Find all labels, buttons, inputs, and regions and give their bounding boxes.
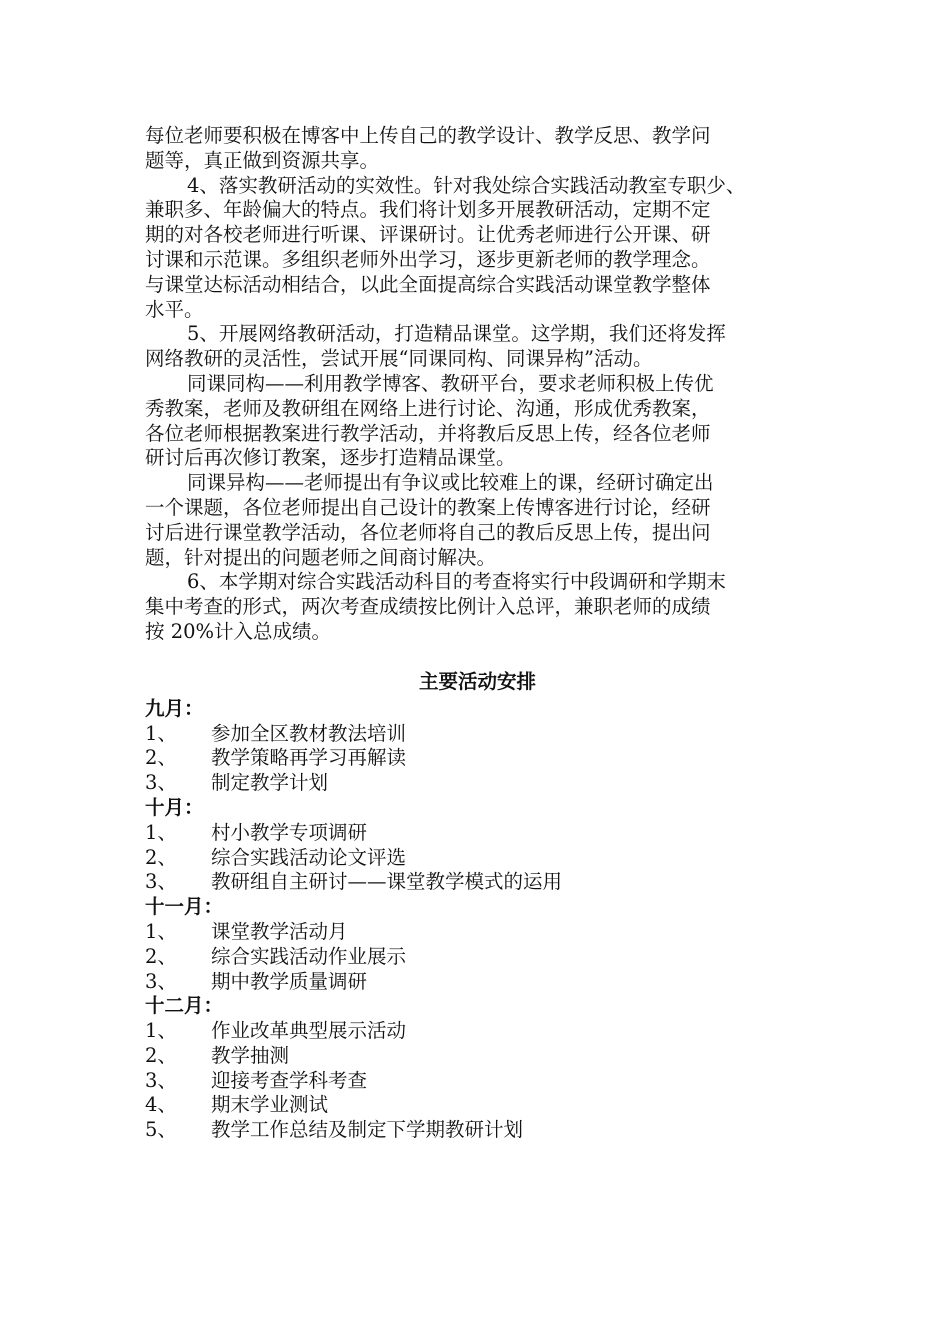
item-text: 教研组自主研讨——课堂教学模式的运用: [211, 870, 563, 894]
schedule-item: [145, 1093, 810, 1118]
item-text: 综合实践活动论文评选: [211, 845, 407, 869]
body-line: 集中考查的形式，两次考查成绩按比例计入总评，兼职老师的成绩: [145, 595, 711, 619]
month-heading: 九月：: [145, 696, 204, 720]
item-text: 课堂教学活动月: [211, 919, 348, 943]
body-line: 同课同构——利用教学博客、教研平台，要求老师积极上传优: [187, 371, 714, 395]
item-text: 参加全区教材教法培训: [211, 721, 407, 745]
item-number: 1、: [145, 919, 177, 943]
body-line: 同课异构——老师提出有争议或比较难上的课，经研讨确定出: [187, 471, 714, 495]
schedule-item: [145, 746, 810, 771]
item-text: 村小教学专项调研: [211, 820, 368, 844]
body-text: [145, 124, 810, 645]
item-number: 3、: [145, 771, 177, 795]
item-text: 教学策略再学习再解读: [211, 746, 407, 770]
body-line: 一个课题，各位老师提出自己设计的教案上传博客进行讨论，经研: [145, 495, 711, 519]
body-line: 题，针对提出的问题老师之间商讨解决。: [145, 545, 497, 569]
item-number: 2、: [145, 944, 177, 968]
item-text: 迎接考查学科考查: [211, 1068, 368, 1092]
schedule-item: [145, 1069, 810, 1094]
body-line: 研讨后再次修订教案，逐步打造精品课堂。: [145, 446, 516, 470]
schedule-title: 主要活动安排: [418, 669, 536, 693]
schedule-item: [145, 970, 810, 995]
body-line: 每位老师要积极在博客中上传自己的教学设计、教学反思、教学问: [145, 124, 711, 147]
schedule-item: [145, 945, 810, 970]
item-number: 3、: [145, 870, 177, 894]
item-number: 2、: [145, 1043, 177, 1067]
body-line: 网络教研的灵活性，尝试开展“同课同构、同课异构”活动。: [145, 347, 653, 371]
schedule-item: [145, 722, 810, 747]
month-heading: 十二月：: [145, 994, 224, 1018]
item-text: 期末学业测试: [211, 1093, 329, 1117]
item-text: 期中教学质量调研: [211, 969, 368, 993]
schedule-item: [145, 846, 810, 871]
schedule-item: [145, 1044, 810, 1069]
schedule-item: [145, 1019, 810, 1044]
item-number: 4、: [145, 1093, 177, 1117]
item-number: 3、: [145, 969, 177, 993]
item-text: 教学抽测: [211, 1043, 290, 1067]
item-number: 1、: [145, 820, 177, 844]
schedule-item: [145, 870, 810, 895]
schedule-item: [145, 771, 810, 796]
body-line: 期的对各校老师进行听课、评课研讨。让优秀老师进行公开课、研: [145, 223, 711, 247]
item-number: 1、: [145, 721, 177, 745]
item-text: 作业改革典型展示活动: [211, 1019, 407, 1043]
body-line: 各位老师根据教案进行教学活动，并将教后反思上传，经各位老师: [145, 421, 711, 445]
item-number: 2、: [145, 845, 177, 869]
body-line: 4、落实教研活动的实效性。针对我处综合实践活动教室专职少、: [187, 173, 746, 197]
body-line: 5、开展网络教研活动，打造精品课堂。这学期，我们还将发挥: [187, 322, 726, 346]
body-line: 题等，真正做到资源共享。: [145, 148, 380, 172]
body-line: 水平。: [145, 297, 204, 321]
body-line: 按 20%计入总成绩。: [145, 619, 332, 643]
item-number: 2、: [145, 746, 177, 770]
item-text: 综合实践活动作业展示: [211, 944, 407, 968]
schedule-item: [145, 821, 810, 846]
body-line: 兼职多、年龄偏大的特点。我们将计划多开展教研活动，定期不定: [145, 198, 711, 222]
item-number: 1、: [145, 1019, 177, 1043]
item-text: 教学工作总结及制定下学期教研计划: [211, 1118, 524, 1142]
item-text: 制定教学计划: [211, 771, 329, 795]
item-number: 5、: [145, 1118, 177, 1142]
activity-schedule: [145, 697, 810, 1143]
document-page: [145, 124, 810, 1143]
body-line: 讨课和示范课。多组织老师外出学习，逐步更新老师的教学理念。: [145, 247, 711, 271]
body-line: 秀教案，老师及教研组在网络上进行讨论、沟通，形成优秀教案，: [145, 396, 711, 420]
month-heading: 十月：: [145, 795, 204, 819]
body-line: 与课堂达标活动相结合，以此全面提高综合实践活动课堂教学整体: [145, 272, 711, 296]
schedule-item: [145, 920, 810, 945]
item-number: 3、: [145, 1068, 177, 1092]
body-line: 6、本学期对综合实践活动科目的考查将实行中段调研和学期末: [187, 570, 726, 594]
month-heading: 十一月：: [145, 895, 224, 919]
body-line: 讨后进行课堂教学活动，各位老师将自己的教后反思上传，提出问: [145, 520, 711, 544]
schedule-item: [145, 1118, 810, 1143]
